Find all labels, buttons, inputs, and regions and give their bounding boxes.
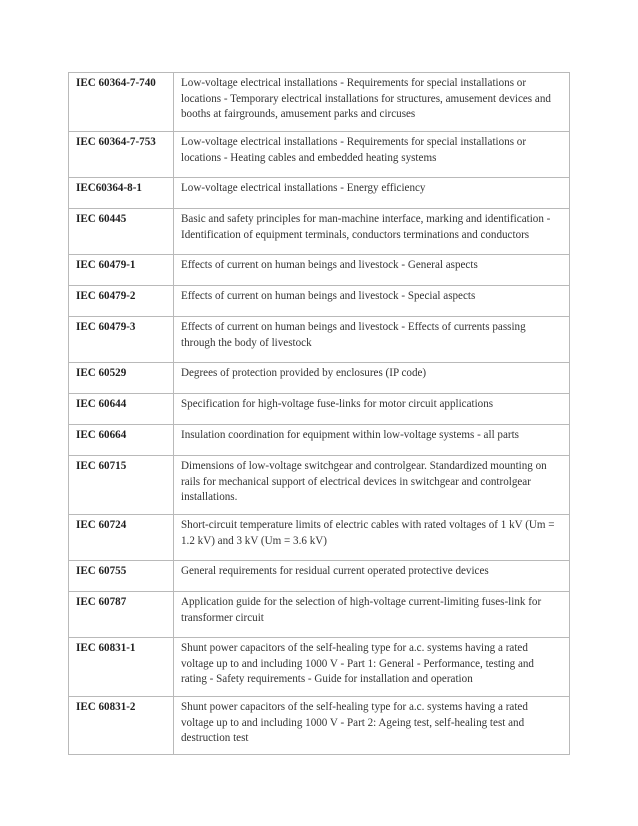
standard-code-cell xyxy=(69,73,174,132)
standard-code: IEC 60787 xyxy=(76,596,127,608)
table-row xyxy=(69,425,570,456)
standard-code: IEC 60715 xyxy=(76,460,127,472)
standard-description-cell xyxy=(174,561,570,592)
standard-code: IEC 60364-7-753 xyxy=(76,136,156,148)
standard-code: IEC 60479-1 xyxy=(76,259,136,271)
standard-code-cell xyxy=(69,592,174,638)
standard-code: IEC 60755 xyxy=(76,565,127,577)
standard-description-cell xyxy=(174,317,570,363)
standard-code: IEC 60445 xyxy=(76,213,127,225)
standard-description: Shunt power capacitors of the self-healing type for a.c. systems having a rated voltage up to and including 1000 V - Part 1: General - Performance, testing and rating - Safety requirements - Guide for installation and operation xyxy=(181,642,534,685)
standard-description: Low-voltage electrical installations - Requirements for special installations or locations - Heating cables and embedded heating systems xyxy=(181,136,527,164)
standard-code: IEC60364-8-1 xyxy=(76,182,142,194)
standard-description-cell xyxy=(174,178,570,209)
standard-code-cell xyxy=(69,638,174,697)
standard-description: Short-circuit temperature limits of electric cables with rated voltages of 1 kV (Um = 1.2 kV) and 3 kV (Um = 3.6 kV) xyxy=(181,519,555,547)
standard-description: Low-voltage electrical installations - Requirements for special installations or locations - Temporary electrical installations for structures, amusement devices and booths at fairgrounds, amusement parks and circuses xyxy=(181,77,551,120)
standard-description-cell xyxy=(174,132,570,178)
standard-description: Effects of current on human beings and livestock - Special aspects xyxy=(181,290,476,302)
standard-code: IEC 60644 xyxy=(76,398,127,410)
standard-code: IEC 60831-1 xyxy=(76,642,136,654)
table-row xyxy=(69,561,570,592)
standard-description: Specification for high-voltage fuse-links for motor circuit applications xyxy=(181,398,494,410)
standard-description: Low-voltage electrical installations - Energy efficiency xyxy=(181,182,426,194)
table-row xyxy=(69,317,570,363)
standard-description-cell xyxy=(174,286,570,317)
standard-description: Application guide for the selection of high-voltage current-limiting fuses-link for transformer circuit xyxy=(181,596,542,624)
table-row xyxy=(69,363,570,394)
table-row xyxy=(69,209,570,255)
standard-code: IEC 60831-2 xyxy=(76,701,136,713)
standard-description-cell xyxy=(174,592,570,638)
standard-description-cell xyxy=(174,73,570,132)
standard-code: IEC 60724 xyxy=(76,519,127,531)
table-row xyxy=(69,515,570,561)
standard-code-cell xyxy=(69,286,174,317)
standard-code-cell xyxy=(69,255,174,286)
standard-code-cell xyxy=(69,515,174,561)
standard-description-cell xyxy=(174,515,570,561)
table-row xyxy=(69,592,570,638)
table-row xyxy=(69,73,570,132)
standard-description-cell xyxy=(174,456,570,515)
document-page xyxy=(68,72,570,755)
standard-description: Insulation coordination for equipment within low-voltage systems - all parts xyxy=(181,429,519,441)
table-row xyxy=(69,697,570,755)
standard-code-cell xyxy=(69,394,174,425)
standard-description: Effects of current on human beings and livestock - General aspects xyxy=(181,259,478,271)
standard-code: IEC 60479-2 xyxy=(76,290,136,302)
standard-description-cell xyxy=(174,363,570,394)
standard-description: Basic and safety principles for man-machine interface, marking and identification - Identification of equipment terminals, conductors terminations and conductors xyxy=(181,213,551,241)
standard-description: General requirements for residual current operated protective devices xyxy=(181,565,489,577)
table-row xyxy=(69,286,570,317)
standard-code-cell xyxy=(69,561,174,592)
standard-code: IEC 60664 xyxy=(76,429,127,441)
standard-code-cell xyxy=(69,425,174,456)
standard-description-cell xyxy=(174,638,570,697)
table-row xyxy=(69,132,570,178)
standard-description-cell xyxy=(174,394,570,425)
standard-description-cell xyxy=(174,697,570,755)
table-row xyxy=(69,178,570,209)
standard-description-cell xyxy=(174,255,570,286)
standard-code-cell xyxy=(69,697,174,755)
standard-description-cell xyxy=(174,209,570,255)
standard-code: IEC 60364-7-740 xyxy=(76,77,156,89)
standard-description: Shunt power capacitors of the self-healing type for a.c. systems having a rated voltage up to and including 1000 V - Part 2: Ageing test, self-healing test and destruction test xyxy=(181,701,528,744)
standard-description: Dimensions of low-voltage switchgear and controlgear. Standardized mounting on rails for mechanical support of electrical devices in switchgear and controlgear installations. xyxy=(181,460,547,503)
standard-code-cell xyxy=(69,363,174,394)
standard-code-cell xyxy=(69,209,174,255)
table-row xyxy=(69,394,570,425)
standards-table xyxy=(68,72,570,755)
standard-description: Degrees of protection provided by enclosures (IP code) xyxy=(181,367,427,379)
standard-code-cell xyxy=(69,178,174,209)
standard-code-cell xyxy=(69,456,174,515)
standard-description: Effects of current on human beings and livestock - Effects of currents passing through the body of livestock xyxy=(181,321,526,349)
standard-description-cell xyxy=(174,425,570,456)
standard-code-cell xyxy=(69,317,174,363)
table-row xyxy=(69,638,570,697)
standard-code-cell xyxy=(69,132,174,178)
standard-code: IEC 60479-3 xyxy=(76,321,136,333)
standard-code: IEC 60529 xyxy=(76,367,127,379)
table-row xyxy=(69,255,570,286)
table-row xyxy=(69,456,570,515)
